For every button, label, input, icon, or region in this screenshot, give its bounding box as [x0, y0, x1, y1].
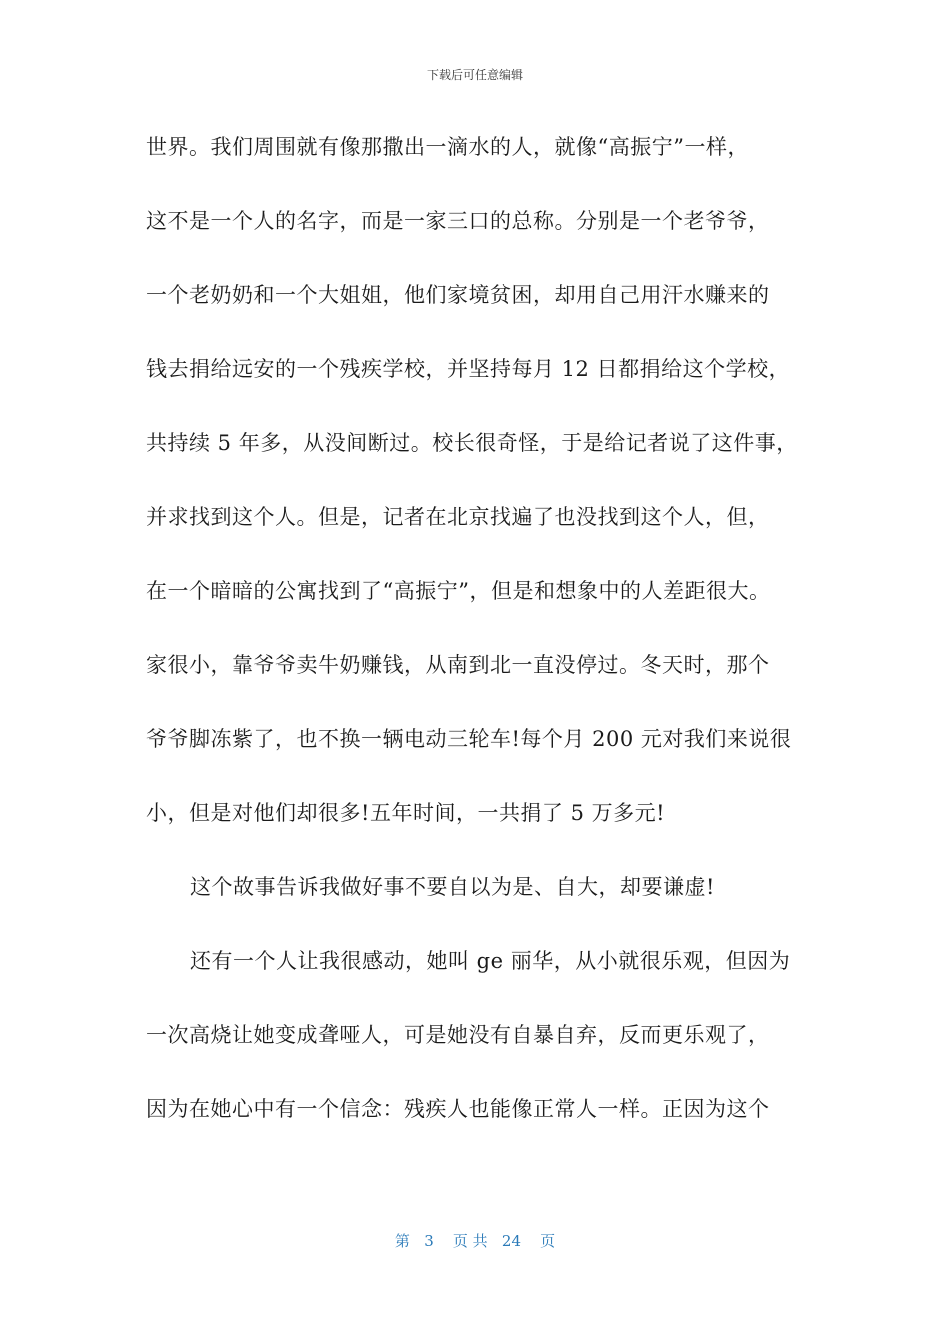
page-header: 下载后可任意编辑: [426, 68, 523, 82]
text-line: 因为在她心中有一个信念：残疾人也能像正常人一样。正因为这个: [146, 1097, 770, 1121]
document-body: [146, 127, 816, 1163]
paragraph-first-line: 还有一个人让我很感动，她叫 ge 丽华，从小就很乐观，但因为: [190, 949, 791, 973]
text-line: 共持续 5 年多，从没间断过。校长很奇怪，于是给记者说了这件事，: [146, 431, 798, 455]
text-line: 并求找到这个人。但是，记者在北京找遍了也没找到这个人，但，: [146, 505, 770, 529]
text-line: 小，但是对他们却很多!五年时间，一共捐了 5 万多元!: [146, 801, 666, 825]
text-line: 世界。我们周围就有像那撒出一滴水的人，就像“高振宁”一样，: [146, 135, 749, 159]
paragraph-first-line: 这个故事告诉我做好事不要自以为是、自大，却要谦虚!: [190, 875, 715, 899]
page-footer: 第 3 页 共 24 页: [394, 1232, 556, 1250]
text-line: 爷爷脚冻紫了，也不换一辆电动三轮车!每个月 200 元对我们来说很: [146, 727, 792, 751]
text-line: 家很小，靠爷爷卖牛奶赚钱，从南到北一直没停过。冬天时，那个: [146, 653, 770, 677]
text-line: 这不是一个人的名字，而是一家三口的总称。分别是一个老爷爷，: [146, 209, 770, 233]
text-line: 一个老奶奶和一个大姐姐，他们家境贫困，却用自己用汗水赚来的: [146, 283, 770, 307]
text-line: 在一个暗暗的公寓找到了“高振宁”，但是和想象中的人差距很大。: [146, 579, 771, 603]
text-line: 钱去捐给远安的一个残疾学校，并坚持每月 12 日都捐给这个学校，: [146, 357, 791, 381]
text-line: 一次高烧让她变成聋哑人，可是她没有自暴自弃，反而更乐观了，: [146, 1023, 770, 1047]
